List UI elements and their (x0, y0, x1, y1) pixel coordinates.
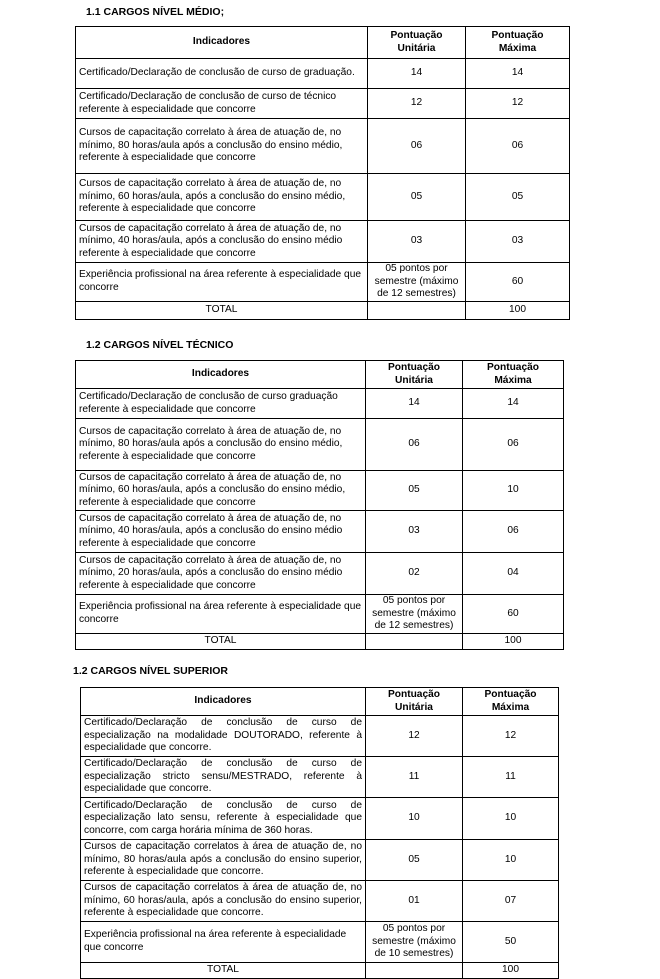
header-pontuacao-maxima: Pontuação Máxima (463, 688, 559, 716)
indicador-cell: Experiência profissional na área referente à especialidade que concorre (76, 263, 368, 302)
table-row (76, 59, 570, 89)
pontuacao-unitaria-cell: 10 (366, 798, 463, 840)
header-indicadores: Indicadores (76, 361, 366, 389)
indicador-cell: Certificado/Declaração de conclusão de curso de especialização stricto sensu/MESTRADO, referente à especialidade que concorre. (81, 757, 366, 798)
pontuacao-maxima-cell: 12 (466, 89, 570, 119)
pontuacao-unitaria-cell: 03 (368, 221, 466, 263)
section-title-nivel-superior: 1.2 CARGOS NÍVEL SUPERIOR (73, 665, 229, 677)
indicador-cell: Cursos de capacitação correlato à área de atuação de, no mínimo, 40 horas/aula, após a conclusão do ensino médio referente à especialidade que concorre (76, 511, 366, 553)
indicador-cell: Certificado/Declaração de conclusão de curso de especialização lato sensu, referente à especialidade que concorre, com carga horária mínima de 360 horas. (81, 798, 366, 840)
total-value: 100 (463, 633, 564, 649)
empty-cell (366, 633, 463, 649)
table-row (81, 881, 559, 922)
pontuacao-maxima-cell: 05 (466, 174, 570, 221)
table-row (81, 840, 559, 881)
table-row (76, 389, 564, 419)
table-row (76, 595, 564, 634)
pontuacao-maxima-cell: 10 (463, 840, 559, 881)
pontuacao-unitaria-cell: 06 (366, 419, 463, 471)
empty-cell (366, 963, 463, 979)
pontuacao-unitaria-cell: 01 (366, 881, 463, 922)
pontuacao-unitaria-cell: 05 (366, 840, 463, 881)
pontuacao-maxima-cell: 14 (463, 389, 564, 419)
pontuacao-unitaria-cell: 05 pontos por semestre (máximo de 10 semestres) (366, 922, 463, 963)
indicador-cell: Cursos de capacitação correlato à área de atuação de, no mínimo, 60 horas/aula, após a conclusão do ensino médio, referente à especialidade que concorre (76, 174, 368, 221)
pontuacao-unitaria-cell: 12 (366, 716, 463, 757)
header-pontuacao-maxima: Pontuação Máxima (463, 361, 564, 389)
indicador-cell: Certificado/Declaração de conclusão de curso de graduação. (76, 59, 368, 89)
total-row (76, 301, 570, 319)
pontuacao-maxima-cell: 04 (463, 553, 564, 595)
table-row (76, 221, 570, 263)
empty-cell (368, 301, 466, 319)
pontuacao-maxima-cell: 50 (463, 922, 559, 963)
pontuacao-maxima-cell: 06 (463, 419, 564, 471)
total-label: TOTAL (76, 633, 366, 649)
indicador-cell: Certificado/Declaração de conclusão de curso graduação referente à especialidade que concorre (76, 389, 366, 419)
pontuacao-maxima-cell: 12 (463, 716, 559, 757)
indicador-cell: Certificado/Declaração de conclusão de curso de técnico referente à especialidade que concorre (76, 89, 368, 119)
pontuacao-maxima-cell: 14 (466, 59, 570, 89)
pontuacao-maxima-cell: 10 (463, 798, 559, 840)
section-title-nivel-medio: 1.1 CARGOS NÍVEL MÉDIO; (86, 6, 225, 18)
total-value: 100 (466, 301, 570, 319)
pontuacao-maxima-cell: 03 (466, 221, 570, 263)
total-row (76, 633, 564, 649)
table-row (76, 471, 564, 511)
pontuacao-unitaria-cell: 02 (366, 553, 463, 595)
header-pontuacao-unitaria: Pontuação Unitária (368, 27, 466, 59)
indicador-cell: Certificado/Declaração de conclusão de curso de especialização na modalidade DOUTORADO, referente à especialidade que concorre. (81, 716, 366, 757)
table-row (76, 89, 570, 119)
pontuacao-unitaria-cell: 05 (368, 174, 466, 221)
indicador-cell: Experiência profissional na área referente à especialidade que concorre (81, 922, 366, 963)
pontuacao-unitaria-cell: 05 (366, 471, 463, 511)
pontuacao-unitaria-cell: 14 (366, 389, 463, 419)
pontuacao-unitaria-cell: 03 (366, 511, 463, 553)
pontuacao-maxima-cell: 60 (466, 263, 570, 302)
pontuacao-unitaria-cell: 05 pontos por semestre (máximo de 12 semestres) (366, 595, 463, 634)
indicador-cell: Cursos de capacitação correlato à área de atuação de, no mínimo, 80 horas/aula após a conclusão do ensino médio, referente à especialidade que concorre (76, 119, 368, 174)
pontuacao-unitaria-cell: 11 (366, 757, 463, 798)
score-table-nivel-superior (80, 687, 559, 979)
header-pontuacao-unitaria: Pontuação Unitária (366, 688, 463, 716)
total-value: 100 (463, 963, 559, 979)
pontuacao-maxima-cell: 11 (463, 757, 559, 798)
pontuacao-unitaria-cell: 12 (368, 89, 466, 119)
header-indicadores: Indicadores (76, 27, 368, 59)
section-title-nivel-tecnico: 1.2 CARGOS NÍVEL TÉCNICO (86, 339, 234, 351)
indicador-cell: Cursos de capacitação correlatos à área de atuação de, no mínimo, 80 horas/aula após a conclusão do ensino superior, referente à especialidade que concorre. (81, 840, 366, 881)
table-row (76, 511, 564, 553)
table-row (76, 174, 570, 221)
pontuacao-maxima-cell: 06 (463, 511, 564, 553)
pontuacao-maxima-cell: 06 (466, 119, 570, 174)
pontuacao-maxima-cell: 07 (463, 881, 559, 922)
indicador-cell: Cursos de capacitação correlato à área de atuação de, no mínimo, 20 horas/aula, após a conclusão do ensino médio referente à especialidade que concorre (76, 553, 366, 595)
total-label: TOTAL (76, 301, 368, 319)
pontuacao-unitaria-cell: 06 (368, 119, 466, 174)
indicador-cell: Cursos de capacitação correlato à área de atuação de, no mínimo, 80 horas/aula após a conclusão do ensino médio, referente à especialidade que concorre (76, 419, 366, 471)
score-table-nivel-tecnico (75, 360, 564, 650)
table-row (81, 716, 559, 757)
header-pontuacao-maxima: Pontuação Máxima (466, 27, 570, 59)
table-row (81, 798, 559, 840)
table-row (76, 419, 564, 471)
indicador-cell: Cursos de capacitação correlatos à área de atuação de, no mínimo, 60 horas/aula, após a conclusão do ensino superior, referente à especialidade que concorre. (81, 881, 366, 922)
total-label: TOTAL (81, 963, 366, 979)
indicador-cell: Cursos de capacitação correlato à área de atuação de, no mínimo, 40 horas/aula, após a conclusão do ensino médio referente à especialidade que concorre (76, 221, 368, 263)
pontuacao-maxima-cell: 60 (463, 595, 564, 634)
pontuacao-unitaria-cell: 05 pontos por semestre (máximo de 12 semestres) (368, 263, 466, 302)
total-row (81, 963, 559, 979)
indicador-cell: Cursos de capacitação correlato à área de atuação de, no mínimo, 60 horas/aula, após a conclusão do ensino médio, referente à especialidade que concorre (76, 471, 366, 511)
table-row (76, 119, 570, 174)
table-row (76, 263, 570, 302)
table-row (81, 757, 559, 798)
table-row (76, 553, 564, 595)
pontuacao-maxima-cell: 10 (463, 471, 564, 511)
header-indicadores: Indicadores (81, 688, 366, 716)
pontuacao-unitaria-cell: 14 (368, 59, 466, 89)
score-table-nivel-medio (75, 26, 570, 320)
table-row (81, 922, 559, 963)
header-pontuacao-unitaria: Pontuação Unitária (366, 361, 463, 389)
indicador-cell: Experiência profissional na área referente à especialidade que concorre (76, 595, 366, 634)
